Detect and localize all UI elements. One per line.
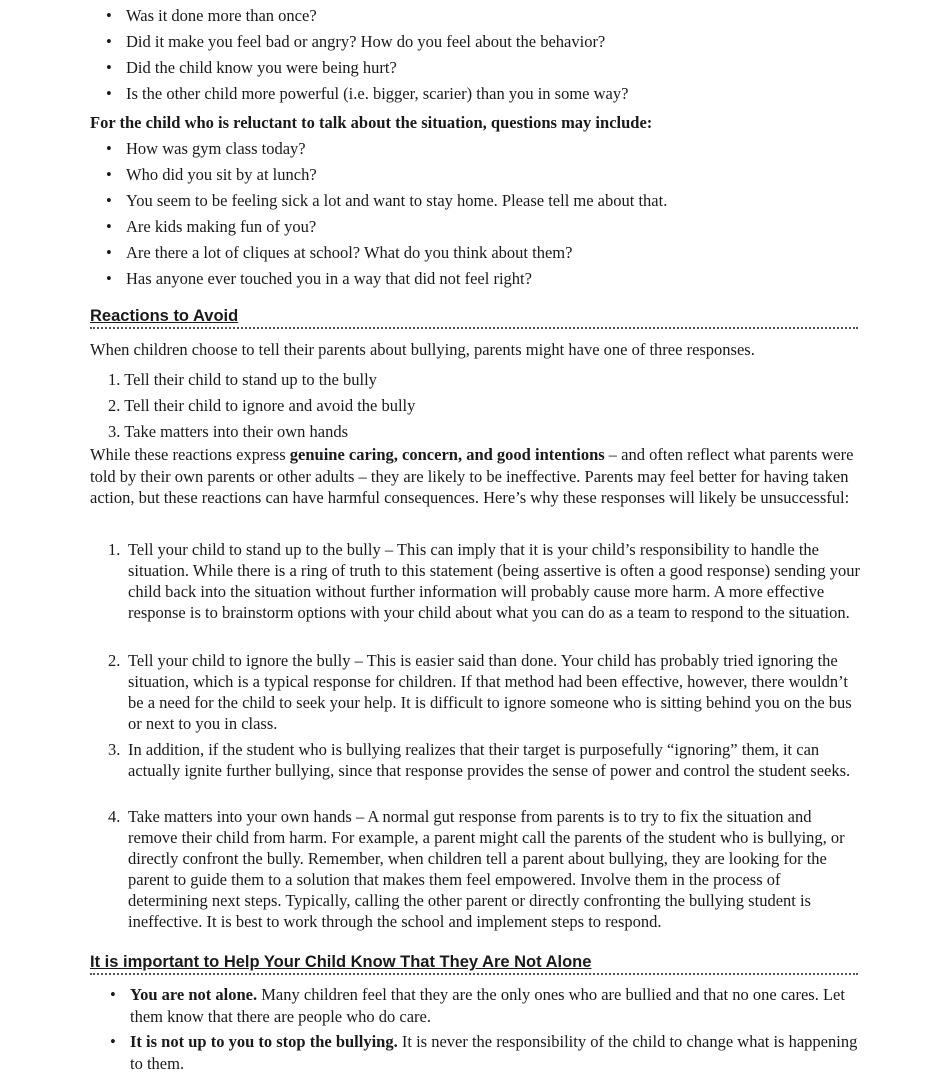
reactions-section-heading [90, 305, 858, 329]
emphasis-text: genuine caring, concern, and good intentions [289, 445, 605, 464]
list-item: • Did it make you feel bad or angry? How do you feel about the behavior? [106, 29, 628, 55]
reluctant-child-heading: For the child who is reluctant to talk about the situation, questions may include: [90, 113, 653, 132]
list-item: 3. Take matters into their own hands [108, 422, 349, 441]
explanation-item-stand-up: 1. Tell your child to stand up to the bully – This can imply that it is your child’s responsibility to handle the situation. While there is a ring of truth to this statement (being assertive is often a good response) sending your child back into the situation without further information will probably cause more harm. A more effective response is to brainstorm options with your child about what you can do as a team to respond to the situation. [108, 540, 860, 622]
list-item: • Did the child know you were being hurt? [106, 55, 628, 81]
bullet-glyph: • [110, 1032, 116, 1051]
parent-responses-list [108, 367, 415, 445]
list-item: • How was gym class today? [106, 136, 667, 162]
list-item: • Are there a lot of cliques at school? What do you think about them? [106, 240, 667, 266]
list-item: 2. Tell their child to ignore and avoid the bully [108, 396, 416, 415]
list-item: • Is the other child more powerful (i.e. bigger, scarier) than you in some way? [106, 81, 628, 107]
list-item: • Has anyone ever touched you in a way that did not feel right? [106, 266, 667, 292]
explanation-item-ignoring-ignites: 3. In addition, if the student who is bullying realizes that their target is purposefully “ignoring” them, it can actually ignite further bullying, since that response provides the sense of power and control the student seeks. [108, 740, 851, 780]
list-item: 1. Tell their child to stand up to the bully [108, 370, 377, 389]
section-title: It is important to Help Your Child Know That They Are Not Alone [90, 953, 592, 971]
reactions-explanation-paragraph: While these reactions express genuine caring, concern, and good intentions – and often reflect what parents were told by their own parents or other adults – they are likely to be ineffective. Parents may feel better for having taken action, but these reactions can have harmful consequences. Here’s why these responses will likely be unsuccessful: [90, 445, 854, 507]
explanation-item-ignore: 2. Tell your child to ignore the bully – This is easier said than done. Your child has probably tried ignoring the situation, which is a typical response for children. If that method had been effective, however, there wouldn’t be a need for the child to seek your help. It is difficult to ignore someone who is sitting behind you on the bus or next to you in class. [108, 651, 852, 733]
bullet-glyph: • [110, 985, 116, 1004]
list-item: • Who did you sit by at lunch? [106, 162, 667, 188]
reluctant-questions-list [106, 136, 667, 292]
list-item: • Was it done more than once? [106, 3, 628, 29]
bullying-questions-list [106, 3, 628, 107]
explanation-item-own-hands: 4. Take matters into your own hands – A normal gut response from parents is to try to fix the situation and remove their child from harm. For example, a parent might call the parents of the student who is bullying, or directly confront the bully. Remember, when children tell a parent about bullying, they are looking for the parent to guide them to a solution that makes them feel empowered. Involve them in the process of determining next steps. Typically, calling the other parent or directly confronting the bullying student is ineffective. It is best to work through the school and implement steps to respond. [108, 807, 845, 931]
list-item: • Are kids making fun of you? [106, 214, 667, 240]
list-item: • You are not alone. Many children feel that they are the only ones who are bullied and that no one cares. Let them know that there are people who do care. [110, 985, 845, 1026]
reactions-intro: When children choose to tell their parents about bullying, parents might have one of three responses. [90, 340, 755, 359]
section-title: Reactions to Avoid [90, 307, 239, 325]
not-alone-section-heading [90, 951, 858, 975]
list-item: • You seem to be feeling sick a lot and want to stay home. Please tell me about that. [106, 188, 667, 214]
list-item: • It is not up to you to stop the bullying. It is never the responsibility of the child to change what is happening to them. [110, 1032, 858, 1073]
